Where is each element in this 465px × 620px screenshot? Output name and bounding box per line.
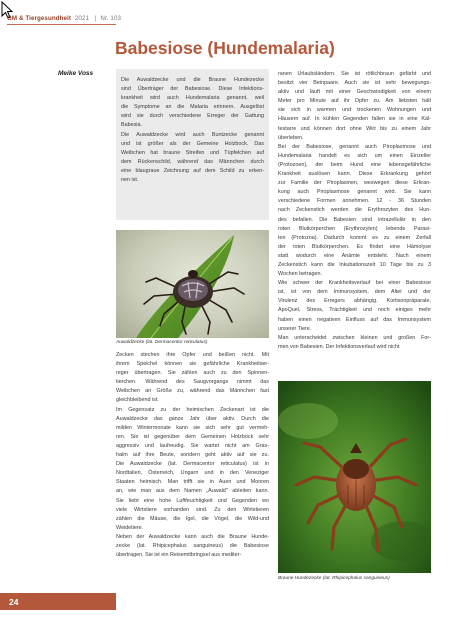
text-line: verschiedene Formen annehmen. 12 - 36 Stunden (278, 198, 431, 205)
journal-name: GM & Tiergesundheit (7, 15, 72, 22)
text-line: Wie schwer der Krankheitsverlauf bei einer Babesiose (278, 280, 431, 287)
text-line: Weibchen hat braune Streifen und Tüpfelchen auf (121, 149, 264, 156)
text-line: men von Babesien. Der Infektionsverlauf wird nicht (278, 343, 400, 350)
photo-caption-hundezecke: Braune Hundezecke (lat. Rhipicephalus sanguineus) (278, 576, 390, 581)
text-line: Virulenz des Erregers abhängig. Kortisonpräparate, (278, 298, 431, 305)
text-line: übertragen. Sie ist ein Reisemitbringsel aus mediter- (116, 552, 242, 559)
text-line: Weidetiere. (116, 524, 144, 531)
text-line: Hundemalaria handelt es sich um einen Einzeller (278, 152, 431, 159)
running-header (7, 15, 121, 22)
text-line: Babesia. (121, 122, 142, 129)
header-rule (7, 24, 116, 25)
text-line: unserer Tiere. (278, 325, 312, 332)
text-line: aggressiv und laufreudig. Sie wartet nicht am Gras- (116, 442, 269, 449)
text-line: Sie liebt eine hohe Luftfeuchtigkeit und Gegenden wo (116, 497, 269, 504)
text-line: sie sich in warmen und trockenen Wohnungen und (278, 107, 431, 114)
text-line: milden Wintermonate kann sie sich sehr gut vermeh- (116, 424, 269, 431)
text-line: haben einen negativen Einfluss auf das Immunsystem (278, 316, 431, 323)
text-line: Zecken stechen ihre Opfer und beißen nicht. Mit (116, 352, 269, 358)
text-line: ranen Urlaubsländern. Sie ist rötlichbraun gefärbt und (278, 71, 431, 77)
photo-caption-auwaldzecke: Auwaldzecke (lat. Dermacentor reticulatus) (116, 340, 208, 345)
text-line: zecke (lat. Rhipicephalus sanguineus) die Babesiose (116, 542, 269, 549)
text-line: Zeckenstich kann die Inkubationszeit 10 Tage bis zu 3 (278, 261, 431, 268)
text-line: halm auf ihre Beute, sondern geht aktiv auf sie zu. (116, 452, 269, 459)
left-column-text (116, 351, 269, 560)
text-line: viele Wirtstiere vorhanden sind. Zu den Wirtstieren (116, 506, 269, 513)
text-line: tierchen. Während des Saugvorgangs nimmt das (116, 379, 269, 386)
text-line: statt wodurch eine Anämie entsteht. Nach einem (278, 252, 431, 259)
text-line: Neben der Auwaldzecke kann auch die Braune Hunde- (116, 533, 269, 540)
text-line: Krankheit auslösen kann. Diese Erkrankung gehört (278, 171, 431, 178)
text-line: Die Auwaldzecke wird auch Buntzecke genannt (121, 131, 264, 138)
intro-text (121, 76, 264, 185)
right-column-text (278, 70, 431, 352)
text-line: eine blaugraue Zeichnung auf dem Schild zu erken- (121, 167, 264, 174)
text-line: ApoQuel, Stress, Trächtigkeit und noch einiges mehr (278, 307, 431, 314)
text-line: ist, ist von dem Immunsystem, dem Alter und der (278, 289, 431, 296)
braune-hundezecke-photo (278, 381, 431, 573)
text-line: Häusern auf. In kühlen Gegenden fallen sie in eine Käl- (278, 116, 431, 123)
text-line: Die Auwaldzecke (lat. Dermacentor reticulatus) ist in (116, 461, 269, 468)
text-line: Wochen betragen. (278, 271, 322, 278)
text-line: überleben. (278, 134, 304, 141)
text-line: und ist größer als der Gemeine Holzbock. Das (121, 140, 264, 147)
text-line: kung auch Piroplasmose genannt wird. Sie kann (278, 189, 431, 196)
text-line: Im Gegensatz zu der heimischen Zeckenart ist die (116, 406, 269, 413)
text-line: Nordtalien, Österreich, Ungarn und in den Veneziger (116, 470, 269, 477)
text-line: Bei der Babesiose, genannt auch Piroplasmose und (278, 143, 431, 150)
text-line: besitzt vier Beinpaare. Auch sie ist sehr bewegungs- (278, 80, 431, 87)
text-line: die Symptome an die Malaria erinnern. Ausgelöst (121, 104, 264, 111)
text-line: Meter pro Minute auf ihr Opfer zu. Am liebsten hält (278, 98, 431, 105)
text-line: nen ist. (121, 177, 139, 184)
text-line: reger übertragen. Sie zählen auch zu den Spinnen- (116, 370, 269, 377)
text-line: testarre und können dort ohne Wirt bis zu einem Jahr (278, 125, 431, 132)
text-line: an, wie man aus dem Namen „Auwald" ableiten kann. (116, 488, 269, 495)
text-line: sind Überträger der Babesiose. Diese Infektions- (121, 86, 264, 93)
text-line: ihrem Speichel können sie gefährliche Krankheitser- (116, 361, 269, 368)
text-line: ten (Protozoa). Dadurch kommt es zu einem Zerfall (278, 234, 431, 241)
auwaldzecke-photo (116, 230, 269, 338)
header-issue: Nr. 103 (100, 15, 122, 22)
text-line: Staaten heimisch. Man trifft sie in Auen und Mooren (116, 479, 269, 486)
text-line: roten Blutkörperchen (Erythrozyten) lebende Parasi- (278, 225, 431, 232)
text-line: zur Familie der Piroplasmen, weswegen diese Erkran- (278, 180, 431, 187)
text-line: zählen die Mäuse, die Igel, die Vögel, die Wild-und (116, 515, 269, 522)
header-year: 2021 (74, 15, 90, 22)
text-line: Weibchen an Größe zu, während das Männchen fast (116, 388, 269, 395)
text-line: wird sie durch verschiedene Erreger der Gattung (121, 113, 264, 120)
article-title: Babesiose (Hundemalaria) (115, 38, 335, 58)
text-line: ren. Sie ist gegenüber dem Gemeinen Holzbock sehr (116, 433, 269, 440)
header-separator: | (94, 15, 97, 22)
text-line: Die Auwaldzecke und die Braune Hundezecke (121, 77, 264, 83)
text-line: (Protozoen), der beim Hund eine lebensgefährliche (278, 161, 431, 168)
text-line: nach Zeckenstich werden die Erythrozyten des Hun- (278, 207, 431, 214)
text-line: Man unterscheidet zwischen kleinen und großen For- (278, 334, 431, 341)
text-line: Auwaldzecke das ganze Jahr über aktiv. Durch die (116, 415, 269, 422)
text-line: krankheit wird auch Hundemalaria genannt, weil (121, 95, 264, 102)
text-line: der roten Blutkörperchen. Es findet eine Hämolyse (278, 243, 431, 250)
text-line: gleichbleibend ist. (116, 397, 159, 404)
page-number: 24 (9, 597, 19, 607)
text-line: dem Rückenschild, während das Männchen durch (121, 158, 264, 165)
text-line: des befallen. Die Babesien sind intrazellulär in den (278, 216, 431, 223)
author-name: Meike Voss (58, 70, 94, 77)
text-line: aktiv und läuft mit einer Geschwindigkeit von einem (278, 89, 431, 96)
